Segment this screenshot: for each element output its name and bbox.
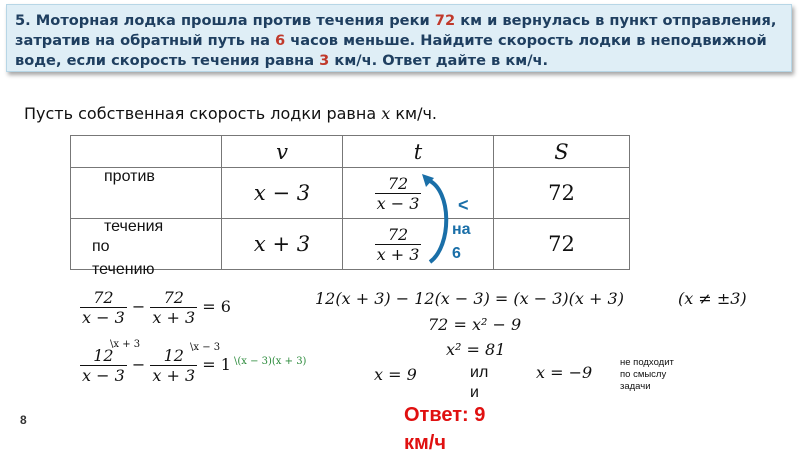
table-header-t: t	[343, 136, 494, 168]
intro-text: Пусть собственная скорость лодки равна	[24, 104, 382, 123]
fraction-denominator: x + 3	[152, 366, 196, 385]
minus-sign: −	[131, 355, 146, 374]
fraction	[150, 288, 197, 327]
equation-1	[80, 288, 231, 327]
equation-rhs: = 6	[202, 297, 231, 316]
fraction-numerator: 72	[93, 288, 114, 307]
multiplier-b: \x − 3	[190, 342, 221, 353]
fraction	[80, 346, 127, 385]
problem-text: км и вернулась в пункт отправления,	[455, 12, 777, 29]
fraction-denominator: x + 3	[152, 308, 196, 327]
fraction-numerator: 72	[163, 288, 184, 307]
fraction-numerator: 72	[387, 224, 409, 244]
note-line: задачи	[620, 381, 651, 392]
multiplier-a: \x + 3	[110, 339, 141, 350]
intro-sentence	[24, 104, 437, 123]
problem-text: затратив на обратный путь на	[15, 32, 276, 49]
or-word-2: и	[470, 384, 479, 401]
problem-box	[6, 4, 792, 72]
fraction-denominator: x − 3	[82, 366, 125, 385]
row-label-against: против	[104, 168, 155, 185]
table-cell-s: 72	[494, 168, 630, 219]
fraction	[375, 174, 422, 213]
equation-square: x² = 81	[446, 340, 506, 359]
root-1: x = 9	[374, 365, 417, 384]
rejection-note	[620, 357, 674, 393]
multiplier-rhs: \(x − 3)(x + 3)	[234, 356, 307, 367]
table-header-s: S	[494, 136, 630, 168]
table-cell-s: 72	[494, 219, 630, 270]
domain-condition: (x ≠ ±3)	[678, 289, 747, 308]
table-header-empty	[71, 136, 222, 168]
compare-word: на	[452, 221, 471, 238]
fraction	[375, 225, 422, 264]
fraction	[80, 288, 127, 327]
fraction-numerator: 12	[93, 346, 114, 365]
table-cell-v: x + 3	[222, 219, 343, 270]
intro-variable: x	[381, 104, 391, 123]
root-2: x = −9	[536, 363, 593, 382]
data-table	[70, 135, 630, 270]
or-word-1: ил	[470, 364, 489, 381]
row-label-along: по	[92, 238, 110, 255]
equation-simplified: 72 = x² − 9	[428, 315, 522, 334]
problem-number: 72	[434, 12, 456, 29]
intro-unit: км/ч.	[390, 104, 437, 123]
table-header-row	[71, 136, 630, 168]
row-label-along-current: течению	[92, 261, 155, 278]
table-header-v: v	[222, 136, 343, 168]
problem-number: 3	[319, 52, 330, 69]
equation-rhs: = 1	[202, 355, 231, 374]
problem-text: часов меньше. Найдите скорость лодки в неподвижной	[285, 32, 767, 49]
slide-number: 8	[20, 413, 27, 427]
fraction-numerator: 12	[163, 346, 184, 365]
compare-sign: <	[458, 195, 469, 215]
note-line: по смыслу	[620, 369, 667, 380]
note-line: не подходит	[620, 357, 674, 368]
problem-text: км/ч. Ответ дайте в км/ч.	[329, 52, 549, 69]
table-cell-v: x − 3	[222, 168, 343, 219]
problem-number: 6	[275, 32, 286, 49]
problem-line-3	[15, 51, 783, 71]
problem-line-2	[15, 31, 783, 51]
problem-text: 5. Моторная лодка прошла против течения реки	[15, 12, 435, 29]
answer-line-2: км/ч	[404, 432, 446, 454]
problem-text: воде, если скорость течения равна	[15, 52, 320, 69]
fraction-denominator: x + 3	[376, 244, 420, 264]
minus-sign: −	[131, 297, 146, 316]
row-label-current: течения	[104, 218, 164, 235]
fraction-denominator: x − 3	[82, 308, 125, 327]
fraction-numerator: 72	[387, 173, 409, 193]
compare-diff: 6	[452, 245, 461, 262]
answer-line-1: Ответ: 9	[404, 404, 486, 426]
equation-expanded: 12(x + 3) − 12(x − 3) = (x − 3)(x + 3)	[315, 289, 624, 308]
fraction-denominator: x − 3	[376, 193, 420, 213]
problem-line-1	[15, 11, 783, 31]
